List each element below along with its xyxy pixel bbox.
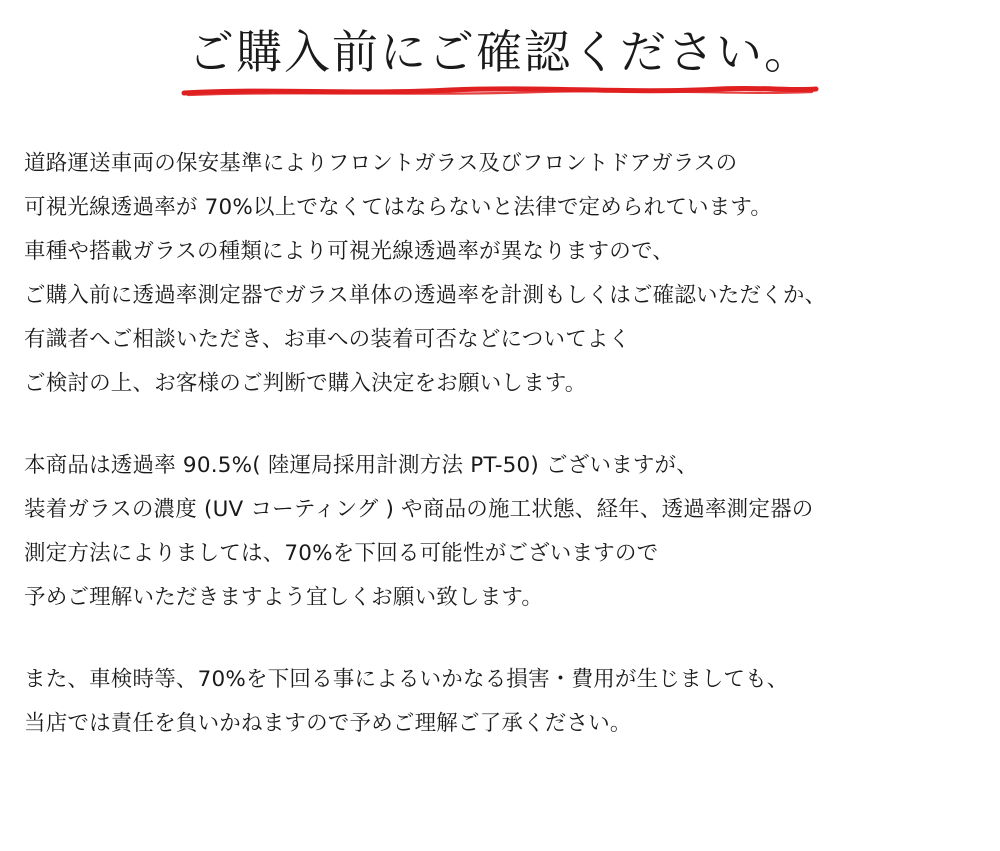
text-line: 可視光線透過率が 70%以上でなくてはならないと法律で定められています。 — [24, 194, 773, 220]
page-title: ご購入前にご確認ください。 — [188, 25, 812, 79]
text-line: 本商品は透過率 90.5%( 陸運局採用計測方法 PT-50) ございますが、 — [24, 452, 698, 478]
text-line: 車種や搭載ガラスの種類により可視光線透過率が異なりますので、 — [24, 238, 674, 264]
text-line: 装着ガラスの濃度 (UV コーティング ) や商品の施工状態、経年、透過率測定器の — [24, 496, 814, 522]
text-line: 測定方法によりましては、70%を下回る可能性がございますので — [24, 540, 659, 566]
text-line: 有識者へご相談いただき、お車への装着可否などについてよく — [24, 326, 631, 352]
text-line: 予めご理解いただきますよう宜しくお願い致します。 — [24, 584, 544, 610]
text-line: ご購入前に透過率測定器でガラス単体の透過率を計測もしくはご確認いただくか、 — [24, 282, 827, 308]
paragraph-liability-notice — [24, 658, 976, 746]
text-line: ご検討の上、お客様のご判断で購入決定をお願いします。 — [24, 370, 587, 396]
title-block — [0, 0, 1000, 98]
paragraph-product-spec — [24, 444, 976, 620]
paragraph-legal-notice — [24, 142, 976, 406]
text-line: 当店では責任を負いかねますので予めご理解ご了承ください。 — [24, 710, 632, 736]
title-underline — [180, 84, 820, 98]
body-block — [0, 142, 1000, 746]
text-line: 道路運送車両の保安基準によりフロントガラス及びフロントドアガラスの — [24, 150, 738, 176]
text-line: また、車検時等、70%を下回る事によるいかなる損害・費用が生じましても、 — [24, 666, 789, 692]
